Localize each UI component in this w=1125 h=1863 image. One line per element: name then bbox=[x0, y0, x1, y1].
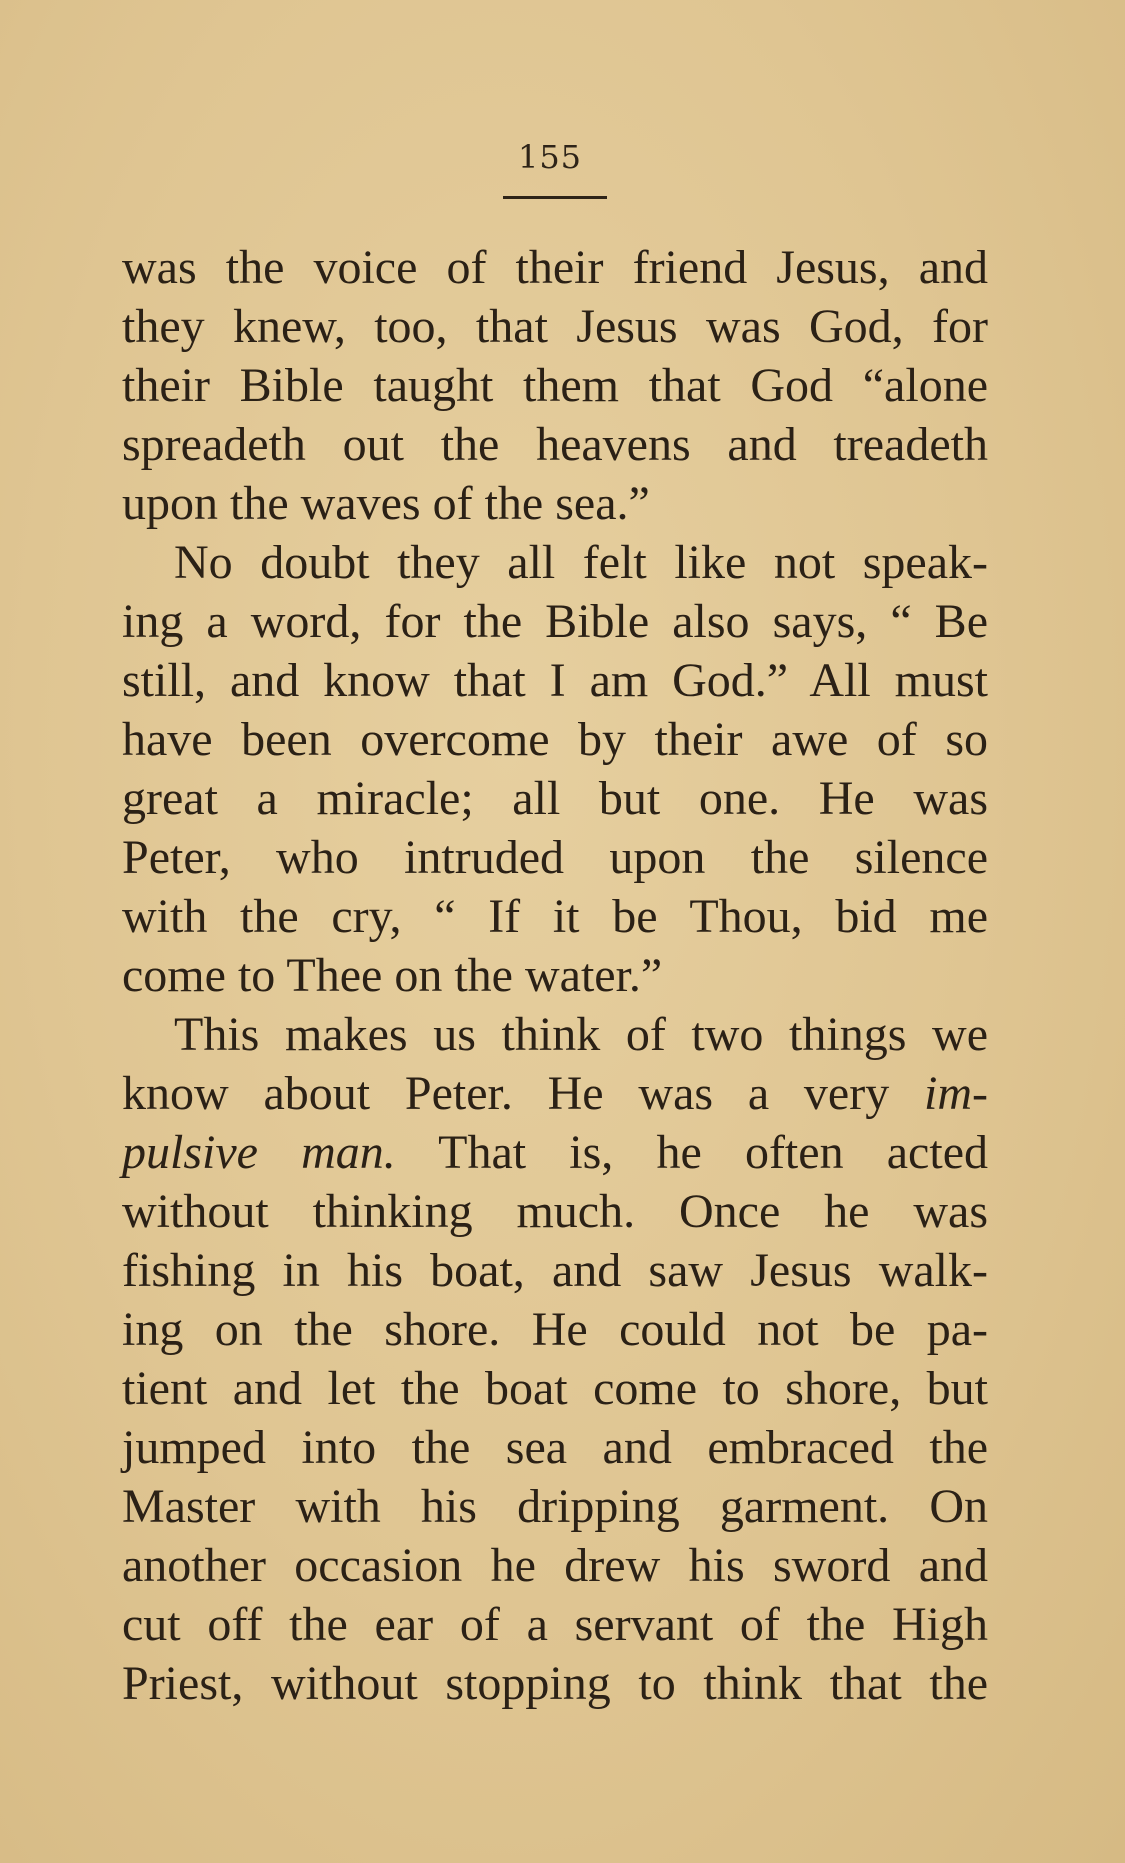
text-line: was the voice of their friend Jesus, and bbox=[122, 241, 988, 294]
text-span: know about Peter. He was a very bbox=[122, 1067, 925, 1120]
text-line: jumped into the sea and embraced the bbox=[122, 1421, 988, 1474]
paragraph-3 bbox=[122, 1005, 988, 1713]
text-line: upon the waves of the sea.” bbox=[122, 477, 650, 530]
italic-text: pulsive man. bbox=[122, 1126, 396, 1179]
text-line: with the cry, “ If it be Thou, bid me bbox=[122, 890, 988, 943]
text-span: That is, he often acted bbox=[395, 1126, 988, 1179]
text-line: No doubt they all felt like not speak- bbox=[174, 536, 988, 589]
text-line: tient and let the boat come to shore, but bbox=[122, 1362, 988, 1415]
text-line: fishing in his boat, and saw Jesus walk- bbox=[122, 1244, 988, 1297]
text-line: come to Thee on the water.” bbox=[122, 949, 663, 1002]
text-line: Peter, who intruded upon the silence bbox=[122, 831, 988, 884]
header-rule bbox=[503, 196, 607, 199]
text-line: ing on the shore. He could not be pa- bbox=[122, 1303, 988, 1356]
text-line-with-italic bbox=[122, 1064, 988, 1123]
paragraph-2 bbox=[122, 533, 988, 1005]
text-line: Master with his dripping garment. On bbox=[122, 1480, 988, 1533]
text-line: great a miracle; all but one. He was bbox=[122, 772, 988, 825]
text-line: still, and know that I am God.” All must bbox=[122, 654, 988, 707]
text-line-with-italic bbox=[122, 1123, 988, 1182]
text-line: This makes us think of two things we bbox=[174, 1008, 988, 1061]
paragraph-1 bbox=[122, 238, 988, 533]
text-line: another occasion he drew his sword and bbox=[122, 1539, 988, 1592]
text-line: without thinking much. Once he was bbox=[122, 1185, 988, 1238]
text-line: Priest, without stopping to think that the bbox=[122, 1657, 988, 1710]
body-text bbox=[122, 238, 988, 1713]
page-number: 155 bbox=[517, 138, 583, 176]
text-line: their Bible taught them that God “alone bbox=[122, 359, 988, 412]
italic-text: im- bbox=[924, 1067, 988, 1120]
text-line: cut off the ear of a servant of the High bbox=[122, 1598, 988, 1651]
text-line: have been overcome by their awe of so bbox=[122, 713, 988, 766]
text-line: they knew, too, that Jesus was God, for bbox=[122, 300, 988, 353]
text-line: ing a word, for the Bible also says, “ Be bbox=[122, 595, 988, 648]
text-line: spreadeth out the heavens and treadeth bbox=[122, 418, 988, 471]
